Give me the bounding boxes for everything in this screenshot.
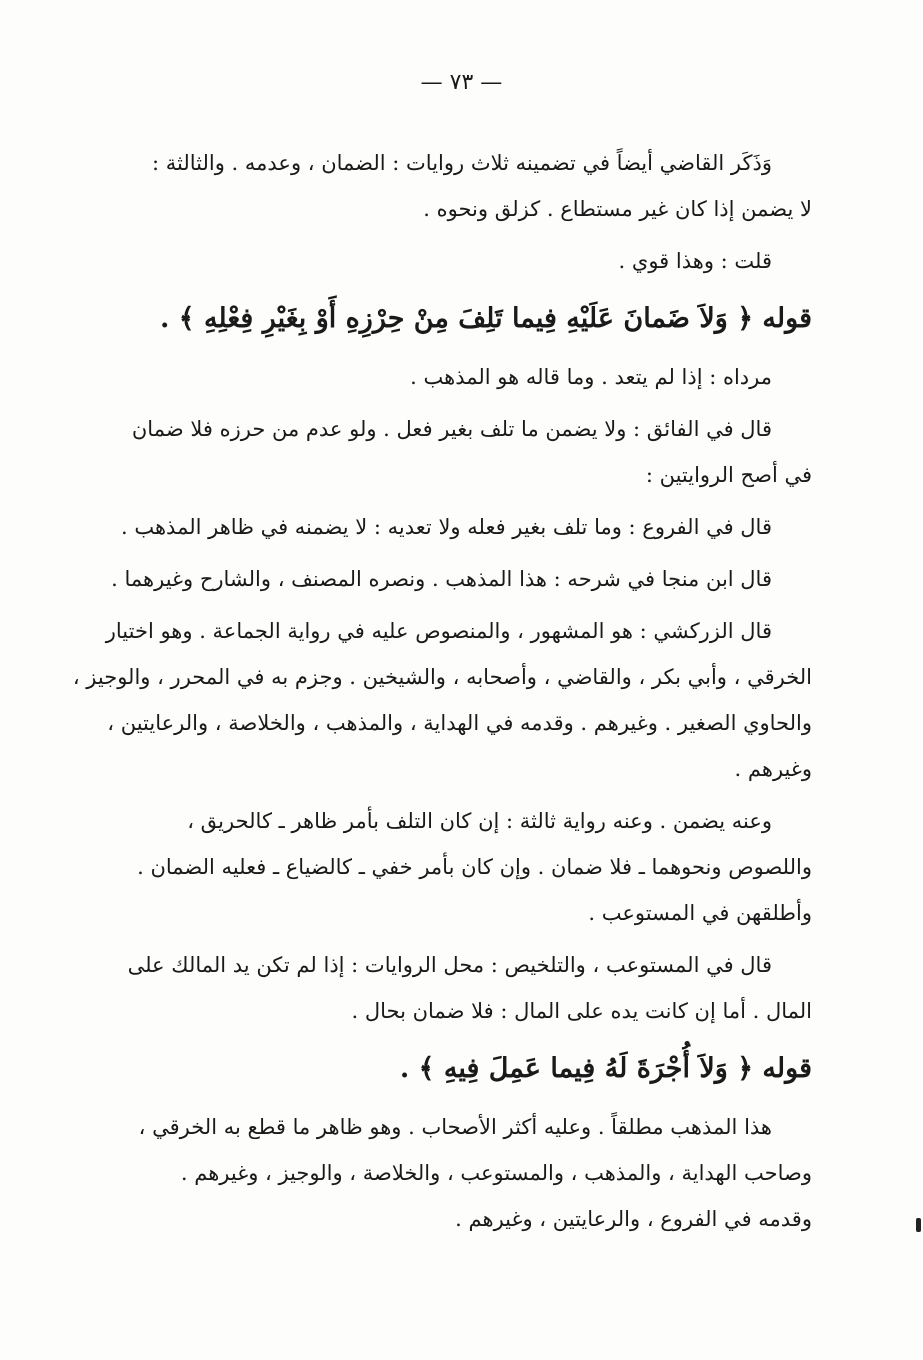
text-line: قال ابن منجا في شرحه : هذا المذهب . ونصره المصنف ، والشارح وغيرهما .	[111, 567, 772, 591]
paragraph	[111, 556, 812, 602]
text-line: المال . أما إن كانت يده على المال : فلا ضمان بحال .	[351, 999, 812, 1023]
paragraph	[150, 354, 812, 400]
paragraph	[131, 406, 812, 498]
paragraph	[72, 608, 812, 792]
text-line: في أصح الروايتين :	[645, 463, 812, 487]
text-line: وقدمه في الفروع ، والرعايتين ، وغيرهم .	[455, 1207, 812, 1231]
text-line: وغيرهم .	[734, 757, 812, 781]
text-line: قال في المستوعب ، والتلخيص : محل الروايات : إذا لم تكن يد المالك على	[127, 953, 772, 977]
page-body	[72, 140, 812, 1242]
text-line: قال الزركشي : هو المشهور ، والمنصوص عليه في رواية الجماعة . وهو اختيار	[105, 619, 772, 643]
text-line: وأطلقهن في المستوعب .	[588, 901, 812, 925]
text-line: قلت : وهذا قوي .	[618, 249, 772, 273]
quoted-heading	[150, 290, 812, 348]
text-line: لا يضمن إذا كان غير مستطاع . كزلق ونحوه .	[423, 197, 812, 221]
quote-line: قوله ﴿ وَلاَ ضَمانَ عَلَيْهِ فِيما تَلِفَ مِنْ حِرْزِهِ أَوْ بِغَيْرِ فِعْلِهِ ﴾ .	[159, 303, 812, 334]
text-line: والحاوي الصغير . وغيرهم . وقدمه في الهداية ، والمذهب ، والخلاصة ، والرعايتين ،	[107, 711, 812, 735]
paragraph	[138, 1104, 812, 1242]
scan-speck	[916, 1218, 921, 1232]
text-line: مرداه : إذا لم يتعد . وما قاله هو المذهب .	[410, 365, 772, 389]
text-line: هذا المذهب مطلقاً . وعليه أكثر الأصحاب . وهو ظاهر ما قطع به الخرقي ،	[138, 1115, 772, 1139]
text-line: وَذَكَر القاضي أيضاً في تضمينه ثلاث روايات : الضمان ، وعدمه . والثالثة :	[152, 151, 772, 175]
paragraph	[150, 140, 812, 232]
text-line: وصاحب الهداية ، والمذهب ، والمستوعب ، والخلاصة ، والوجيز ، وغيرهم .	[180, 1161, 812, 1185]
quote-line: قوله ﴿ وَلاَ أُجْرَةَ لَهُ فِيما عَمِلَ فِيهِ ﴾ .	[399, 1053, 812, 1084]
paragraph	[121, 504, 812, 550]
quoted-heading	[150, 1040, 812, 1098]
page-number: — ٧٣ —	[420, 70, 503, 95]
text-line: قال في الفائق : ولا يضمن ما تلف بغير فعل . ولو عدم من حرزه فلا ضمان	[131, 417, 772, 441]
paragraph	[137, 798, 812, 936]
text-line: واللصوص ونحوهما ـ فلا ضمان . وإن كان بأمر خفي ـ كالضياع ـ فعليه الضمان .	[137, 855, 812, 879]
text-line: الخرقي ، وأبي بكر ، والقاضي ، وأصحابه ، والشيخين . وجزم به في المحرر ، والوجيز ،	[72, 665, 812, 689]
paragraph	[127, 942, 812, 1034]
text-line: وعنه يضمن . وعنه رواية ثالثة : إن كان التلف بأمر ظاهر ـ كالحريق ،	[187, 809, 772, 833]
text-line: قال في الفروع : وما تلف بغير فعله ولا تعديه : لا يضمنه في ظاهر المذهب .	[121, 515, 772, 539]
paragraph	[150, 238, 812, 284]
